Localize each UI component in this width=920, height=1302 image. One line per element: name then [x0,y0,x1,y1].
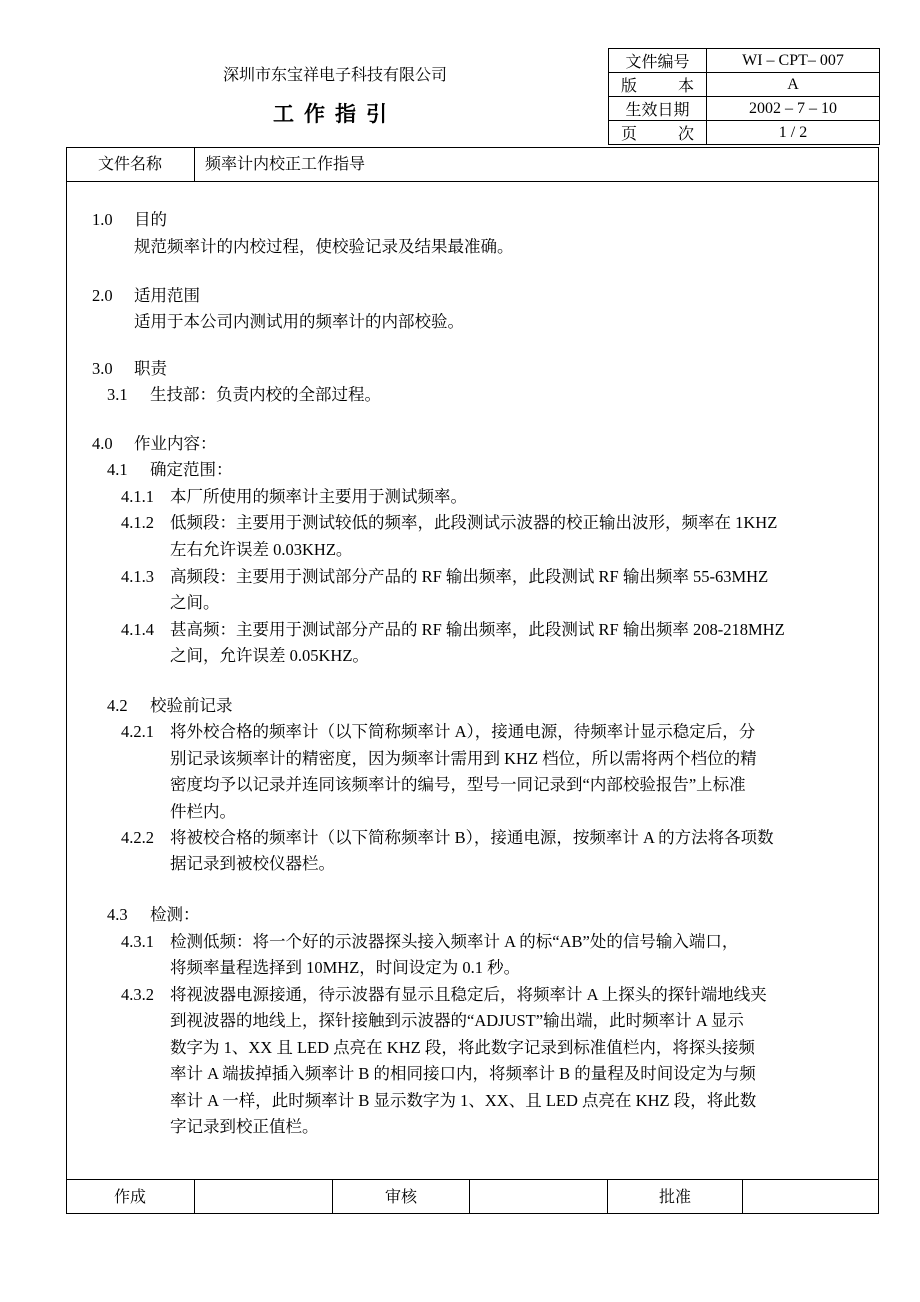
section-text: 规范频率计的内校过程，使校验记录及结果最准确。 [134,237,514,256]
section-heading: 本厂所使用的频率计主要用于测试频率。 [170,487,467,506]
section-number: 3.1 [107,385,128,404]
section-text: 将频率量程选择到 10MHZ，时间设定为 0.1 秒。 [170,958,521,977]
section-number: 4.1.1 [121,487,154,506]
doc-number-label: 文件编号 [609,49,707,73]
section-number: 4.2 [107,696,128,715]
label-char: 版 [621,78,638,95]
label-char: 次 [677,126,694,143]
section-number: 4.3.1 [121,932,154,951]
section-heading: 检测： [150,905,200,924]
page-label [609,121,706,144]
section-text: 别记录该频率计的精密度，因为频率计需用到 KHZ 档位，所以需将两个档位的精 [170,749,757,768]
page-label-cell [609,121,707,145]
footer-made-by-value [195,1181,332,1214]
header-divider [66,181,879,182]
section-text: 据记录到被校仪器栏。 [170,854,335,873]
section-number: 4.1.3 [121,567,154,586]
version-label [609,73,706,96]
section-heading: 低频段：主要用于测试较低的频率，此段测试示波器的校正输出波形，频率在 1KHZ [170,513,778,532]
doc-name-label: 文件名称 [97,156,162,173]
version-label-cell [609,73,707,97]
section-number: 1.0 [92,210,113,229]
footer-approve-value [743,1181,878,1214]
section-heading: 确定范围： [150,460,233,479]
document-meta-table [608,48,880,145]
section-number: 4.0 [92,434,113,453]
section-heading: 将外校合格的频率计（以下简称频率计 A），接通电源，待频率计显示稳定后，分 [170,722,756,741]
section-heading: 将视波器电源接通，待示波器有显示且稳定后，将频率计 A 上探头的探针端地线夹 [170,985,767,1004]
label-char: 本 [677,78,694,95]
section-heading: 将被校合格的频率计（以下简称频率计 B），接通电源，按频率计 A 的方法将各项数 [170,828,774,847]
section-text: 数字为 1、XX 且 LED 点亮在 KHZ 段，将此数字记录到标准值栏内，将探头接频 [170,1038,755,1057]
section-text: 左右允许误差 0.03KHZ。 [170,540,353,559]
company-name: 深圳市东宝祥电子科技有限公司 [222,67,447,84]
section-number: 4.3.2 [121,985,154,1004]
footer-approve-label: 批准 [658,1189,691,1206]
section-number: 3.0 [92,359,113,378]
section-heading: 甚高频：主要用于测试部分产品的 RF 输出频率，此段测试 RF 输出频率 208-218MHZ [170,620,785,639]
label-char: 页 [621,126,638,143]
section-text: 字记录到校正值栏。 [170,1117,319,1136]
section-heading: 高频段：主要用于测试部分产品的 RF 输出频率，此段测试 RF 输出频率 55-63MHZ [170,567,769,586]
section-text: 之间。 [170,593,220,612]
version-value: A [707,73,880,97]
section-heading: 适用范围 [134,286,200,305]
section-text: 之间，允许误差 0.05KHZ。 [170,646,369,665]
effective-date-value: 2002 – 7 – 10 [707,97,880,121]
document-title: 工作指引 [273,102,397,126]
section-text: 密度均予以记录并连同该频率计的编号，型号一同记录到“内部校验报告”上标准 [170,775,746,794]
section-heading: 作业内容： [134,434,217,453]
section-number: 4.2.1 [121,722,154,741]
section-heading: 职责 [134,359,167,378]
doc-name-divider [194,148,195,181]
section-number: 4.1.4 [121,620,154,639]
section-number: 4.2.2 [121,828,154,847]
footer-divider [66,1179,879,1180]
section-heading: 校验前记录 [150,696,233,715]
doc-number-value: WI – CPT– 007 [707,49,880,73]
footer-made-by-label: 作成 [113,1189,146,1206]
doc-name-value: 频率计内校正工作指导 [205,156,366,173]
page-value: 1 / 2 [707,121,880,145]
section-number: 4.1.2 [121,513,154,532]
effective-date-label: 生效日期 [609,97,707,121]
section-text: 件栏内。 [170,802,236,821]
footer-review-label: 审核 [384,1189,417,1206]
section-text: 率计 A 端拔掉插入频率计 B 的相同接口内，将频率计 B 的量程及时间设定为与频 [170,1064,756,1083]
section-heading: 目的 [134,210,167,229]
section-heading: 检测低频：将一个好的示波器探头接入频率计 A 的标“AB”处的信号输入端口， [170,932,739,951]
footer-review-value [470,1181,607,1214]
section-heading: 生技部：负责内校的全部过程。 [150,385,381,404]
section-number: 4.3 [107,905,128,924]
section-number: 4.1 [107,460,128,479]
section-text: 到视波器的地线上，探针接触到示波器的“ADJUST”输出端，此时频率计 A 显示 [170,1011,744,1030]
section-text: 率计 A 一样，此时频率计 B 显示数字为 1、XX、且 LED 点亮在 KHZ 段，将此数 [170,1091,757,1110]
section-text: 适用于本公司内测试用的频率计的内部校验。 [134,312,464,331]
section-number: 2.0 [92,286,113,305]
